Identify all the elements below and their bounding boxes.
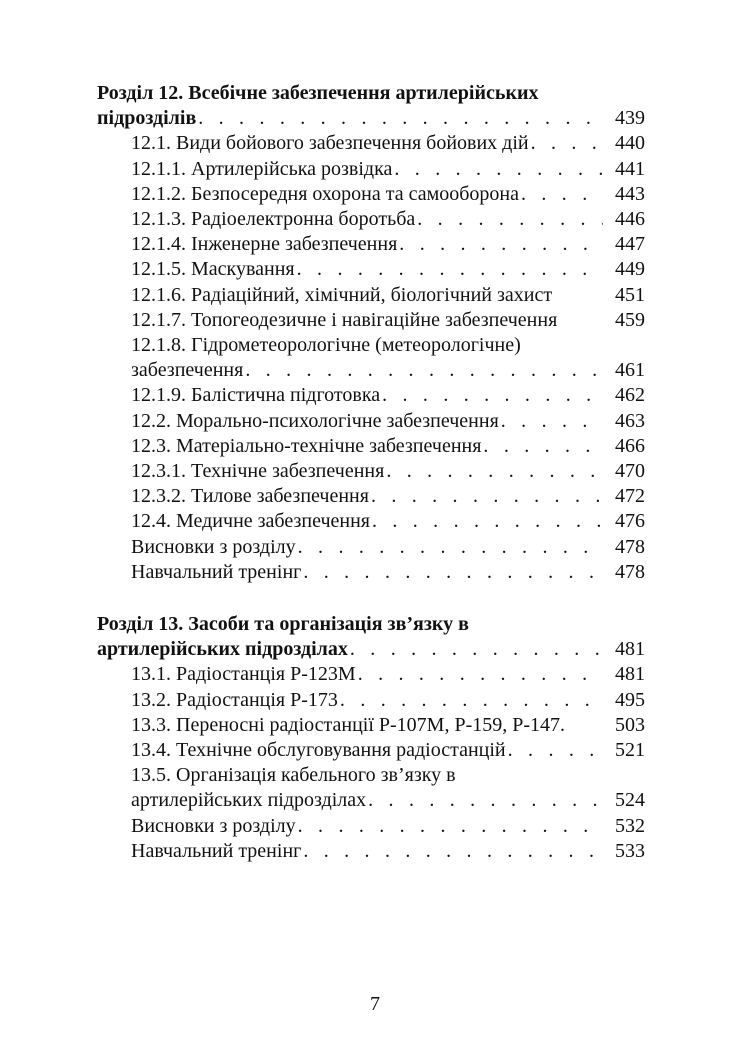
dot-leader [368, 788, 603, 813]
toc-entry[interactable] [97, 738, 645, 763]
toc-entry-title: 12.3. Матеріально-технічне забезпечення [131, 434, 482, 457]
toc-entry-title: 12.4. Медичне забезпечення [131, 510, 370, 533]
toc-entry-title: 12.2. Морально-психологічне забезпечення [131, 409, 499, 432]
page-ref: 441 [615, 157, 645, 180]
toc-entry[interactable] [97, 434, 645, 459]
dot-leader [372, 509, 603, 534]
dot-leader [198, 106, 603, 131]
page-number: 7 [370, 993, 380, 1015]
section-title-line2: артилерійських підрозділах [97, 638, 348, 661]
toc-entry-title: 12.1.9. Балістична підготовка [131, 384, 381, 407]
dot-leader [531, 131, 603, 156]
toc-entry[interactable] [97, 308, 645, 333]
page-ref: 521 [615, 739, 645, 762]
toc-entry-title-line1: 13.5. Організація кабельного зв’язку в [131, 764, 456, 787]
dot-leader [417, 207, 603, 232]
toc-entry-title: 13.2. Радіостанція Р-173 [131, 688, 338, 711]
toc-entry-title: Навчальний тренінг [131, 560, 302, 583]
toc-entry-title: 12.1.7. Топогеодезичне і навігаційне забезпечення [131, 308, 558, 331]
page-ref: 447 [615, 233, 645, 256]
dot-leader [382, 383, 603, 408]
page-ref: 466 [615, 434, 645, 457]
toc-section-13 [97, 612, 645, 864]
dot-leader [394, 157, 603, 182]
toc-entry-title: артилерійських підрозділах [131, 789, 367, 812]
toc-entry[interactable] [97, 560, 645, 585]
dot-leader [340, 688, 603, 713]
toc-entry-title: 12.3.1. Технічне забезпечення [131, 460, 385, 483]
dot-leader [399, 232, 603, 257]
page-ref: 533 [615, 839, 645, 862]
page-ref: 476 [615, 510, 645, 533]
dot-leader [371, 484, 603, 509]
toc-entry-title: 12.1.4. Інженерне забезпечення [131, 233, 398, 256]
page-ref: 472 [615, 485, 645, 508]
table-of-contents [97, 81, 645, 891]
toc-entry[interactable] [97, 157, 645, 182]
page-ref: 461 [615, 359, 645, 382]
toc-entry[interactable] [97, 232, 645, 257]
toc-entry[interactable] [97, 358, 645, 383]
dot-leader [508, 738, 603, 763]
page-ref: 451 [615, 283, 645, 306]
toc-entry-title: 13.1. Радіостанція Р-123М [131, 663, 356, 686]
toc-entry[interactable] [97, 713, 645, 738]
page-ref: 532 [615, 814, 645, 837]
toc-entry-title: 12.1.5. Маскування [131, 258, 295, 281]
page-ref: 478 [615, 535, 645, 558]
toc-entry-title: 12.1.6. Радіаційний, хімічний, біологічний захист [131, 283, 553, 306]
toc-entry-title: 12.3.2. Тилове забезпечення [131, 485, 369, 508]
toc-entry-title: 13.4. Технічне обслуговування радіостанцій [131, 739, 506, 762]
toc-entry[interactable] [97, 509, 645, 534]
dot-leader [303, 839, 603, 864]
toc-entry[interactable] [97, 688, 645, 713]
toc-section-12 [97, 81, 645, 585]
page-ref: 439 [615, 107, 645, 130]
toc-entry[interactable] [97, 788, 645, 813]
toc-entry-title: 13.3. Переносні радіостанції Р-107М, Р-159, Р-147. [131, 713, 566, 736]
page-ref: 459 [615, 308, 645, 331]
section-title-line1: Розділ 12. Всебічне забезпечення артилерійських [97, 82, 539, 104]
dot-leader [483, 434, 603, 459]
page-ref: 503 [615, 713, 645, 736]
dot-leader [298, 814, 603, 839]
dot-leader [303, 560, 603, 585]
toc-entry-title: 12.1.2. Безпосередня охорона та самооборона [131, 182, 519, 205]
toc-entry[interactable] [97, 283, 645, 308]
toc-entry[interactable] [97, 207, 645, 232]
page-ref: 495 [615, 688, 645, 711]
dot-leader [386, 459, 603, 484]
toc-entry[interactable] [97, 257, 645, 282]
toc-entry-title: Навчальний тренінг [131, 839, 302, 862]
toc-entry-title: забезпечення [131, 359, 244, 382]
section-title-line2: підрозділів [97, 107, 197, 130]
toc-entry[interactable] [97, 484, 645, 509]
page-ref: 481 [615, 638, 645, 661]
toc-entry-title: 12.1.1. Артилерійська розвідка [131, 157, 393, 180]
page-ref: 463 [615, 409, 645, 432]
toc-entry[interactable] [97, 131, 645, 156]
page-ref: 470 [615, 460, 645, 483]
toc-entry[interactable] [97, 535, 645, 560]
dot-leader [521, 182, 603, 207]
toc-entry[interactable] [97, 662, 645, 687]
section-title-entry[interactable] [97, 637, 645, 662]
dot-leader [297, 257, 603, 282]
page-ref: 446 [615, 208, 645, 231]
toc-entry-title: 12.1.3. Радіоелектронна боротьба [131, 208, 416, 231]
dot-leader [298, 535, 603, 560]
toc-entry[interactable] [97, 839, 645, 864]
page-ref: 440 [615, 132, 645, 155]
page-ref: 481 [615, 663, 645, 686]
page-ref: 478 [615, 560, 645, 583]
page-ref: 524 [615, 789, 645, 812]
toc-entry-title: Висновки з розділу [131, 814, 296, 837]
toc-entry-title-line1: 12.1.8. Гідрометеорологічне (метеорологічне) [131, 334, 521, 357]
toc-entry[interactable] [97, 814, 645, 839]
dot-leader [358, 662, 603, 687]
section-title-entry[interactable] [97, 106, 645, 131]
toc-entry-title: Висновки з розділу [131, 535, 296, 558]
toc-entry[interactable] [97, 409, 645, 434]
dot-leader [245, 358, 603, 383]
toc-entry[interactable] [97, 182, 645, 207]
dot-leader [350, 637, 603, 662]
toc-entry[interactable] [97, 459, 645, 484]
page-ref: 443 [615, 182, 645, 205]
toc-entry-title: 12.1. Види бойового забезпечення бойових дій [131, 132, 529, 155]
toc-entry[interactable] [97, 383, 645, 408]
dot-leader [501, 409, 603, 434]
page-ref: 462 [615, 384, 645, 407]
section-title-line1: Розділ 13. Засоби та організація зв’язку в [97, 613, 469, 636]
page-ref: 449 [615, 258, 645, 281]
